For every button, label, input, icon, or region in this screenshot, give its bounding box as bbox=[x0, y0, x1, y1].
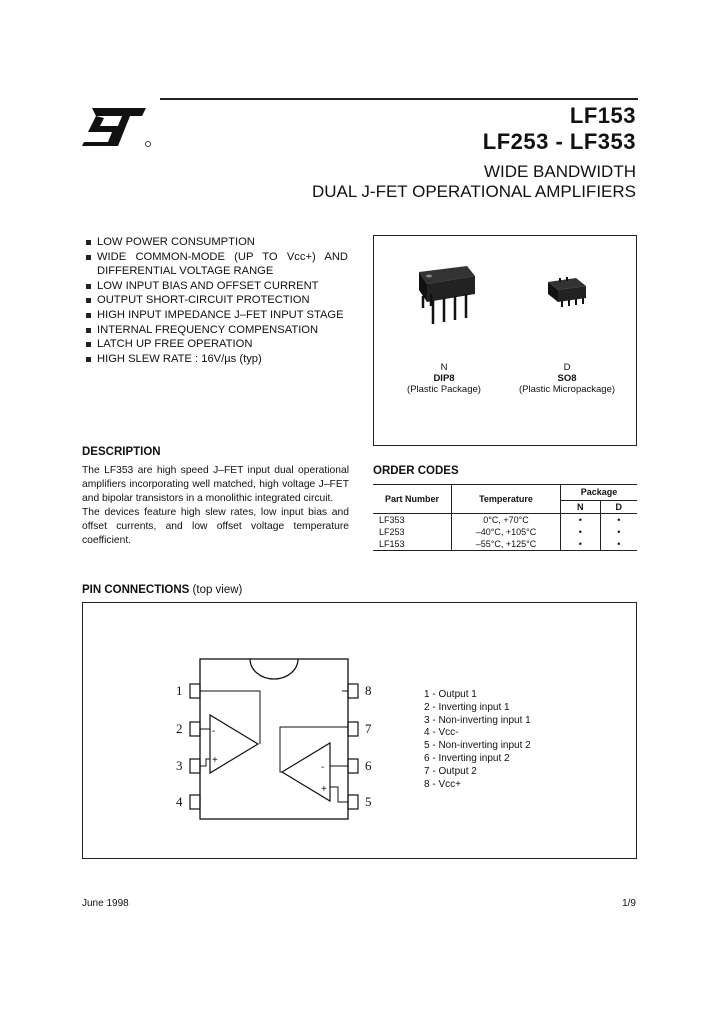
pin-label: 1 bbox=[176, 683, 183, 698]
dip8-label bbox=[394, 362, 494, 395]
table-row bbox=[373, 526, 637, 538]
feature-item: LOW INPUT BIAS AND OFFSET CURRENT bbox=[86, 279, 348, 294]
opamp1-plus: + bbox=[212, 755, 218, 766]
cell-n: • bbox=[561, 514, 601, 527]
legend-item: 7 - Output 2 bbox=[424, 765, 477, 777]
pin-legend bbox=[424, 689, 531, 791]
opamp1-minus: - bbox=[212, 726, 216, 737]
cell-temp: –55°C, +125°C bbox=[452, 538, 561, 551]
feature-item: INTERNAL FREQUENCY COMPENSATION bbox=[86, 323, 348, 338]
legend-item: 2 - Inverting input 1 bbox=[424, 701, 510, 713]
feature-item: OUTPUT SHORT-CIRCUIT PROTECTION bbox=[86, 293, 348, 308]
col-part-number: Part Number bbox=[373, 485, 452, 514]
description-heading: DESCRIPTION bbox=[82, 446, 161, 458]
part-number-line1: LF153 bbox=[569, 103, 636, 128]
table-row bbox=[373, 514, 637, 527]
cell-d: • bbox=[600, 538, 637, 551]
table-row bbox=[373, 538, 637, 551]
legend-item: 4 - Vcc- bbox=[424, 727, 459, 739]
pin-label: 3 bbox=[176, 758, 183, 773]
pin-label: 6 bbox=[365, 758, 372, 773]
header-rule bbox=[160, 98, 638, 100]
feature-item: HIGH INPUT IMPEDANCE J–FET INPUT STAGE bbox=[86, 308, 348, 323]
dip8-desc: (Plastic Package) bbox=[407, 384, 481, 395]
footer-date: June 1998 bbox=[82, 898, 129, 909]
cell-n: • bbox=[561, 538, 601, 551]
so8-letter: D bbox=[563, 362, 571, 373]
legend-item: 5 - Non-inverting input 2 bbox=[424, 740, 531, 752]
pin-label: 8 bbox=[365, 683, 372, 698]
feature-item: HIGH SLEW RATE : 16V/µs (typ) bbox=[86, 352, 348, 367]
st-logo bbox=[82, 102, 154, 150]
part-number-line2: LF253 - LF353 bbox=[482, 129, 636, 154]
description-para2: The devices feature high slew rates, low input bias and offset currents, and low offset voltage temperature coefficient. bbox=[82, 507, 349, 547]
subtitle-line2: DUAL J-FET OPERATIONAL AMPLIFIERS bbox=[311, 182, 636, 201]
legend-item: 6 - Inverting input 2 bbox=[424, 752, 510, 764]
dip8-letter: N bbox=[440, 362, 448, 373]
subtitle-line1: WIDE BANDWIDTH bbox=[483, 162, 636, 181]
opamp2-plus: + bbox=[321, 784, 327, 795]
pinout-diagram bbox=[170, 655, 380, 825]
pin-label: 4 bbox=[176, 794, 183, 809]
cell-part: LF153 bbox=[379, 539, 405, 549]
legend-item: 1 - Output 1 bbox=[424, 689, 477, 700]
order-codes-heading: ORDER CODES bbox=[373, 465, 459, 477]
footer-page: 1/9 bbox=[622, 898, 636, 909]
col-d: D bbox=[600, 500, 637, 513]
package-box bbox=[373, 235, 637, 446]
col-package: Package bbox=[561, 485, 638, 501]
description-text bbox=[82, 464, 349, 549]
pin-label: 7 bbox=[365, 721, 372, 736]
features-list bbox=[86, 235, 348, 366]
so8-name: SO8 bbox=[557, 373, 577, 384]
so8-package-icon bbox=[542, 274, 592, 310]
so8-label bbox=[508, 362, 626, 395]
cell-d: • bbox=[600, 514, 637, 527]
col-temperature: Temperature bbox=[452, 485, 561, 514]
dip8-package-icon bbox=[409, 262, 481, 332]
pin-connections-heading: PIN CONNECTIONS (top view) bbox=[82, 584, 243, 596]
opamp2-minus: - bbox=[321, 762, 325, 773]
cell-temp: –40°C, +105°C bbox=[452, 526, 561, 538]
pin-label: 5 bbox=[365, 794, 372, 809]
st-logo-icon bbox=[82, 102, 154, 150]
dip8-name: DIP8 bbox=[433, 373, 455, 384]
cell-d: • bbox=[600, 526, 637, 538]
so8-desc: (Plastic Micropackage) bbox=[518, 384, 616, 395]
cell-part: LF353 bbox=[379, 515, 405, 525]
cell-temp: 0°C, +70°C bbox=[452, 514, 561, 527]
description-para1: The LF353 are high speed J–FET input dual operational amplifiers incorporating well matched, high voltage J–FET and bipolar transistors in a monolithic integrated circuit. bbox=[82, 465, 349, 505]
cell-n: • bbox=[561, 526, 601, 538]
order-codes-table bbox=[373, 484, 637, 551]
feature-item: LATCH UP FREE OPERATION bbox=[86, 337, 348, 352]
col-n: N bbox=[561, 500, 601, 513]
legend-item: 8 - Vcc+ bbox=[424, 778, 461, 790]
cell-part: LF253 bbox=[379, 527, 405, 537]
feature-item: WIDE COMMON-MODE (UP TO Vcc+) AND DIFFERENTIAL VOLTAGE RANGE bbox=[86, 250, 348, 279]
legend-item: 3 - Non-inverting input 1 bbox=[424, 714, 531, 726]
pin-label: 2 bbox=[176, 721, 183, 736]
feature-item: LOW POWER CONSUMPTION bbox=[86, 235, 348, 250]
